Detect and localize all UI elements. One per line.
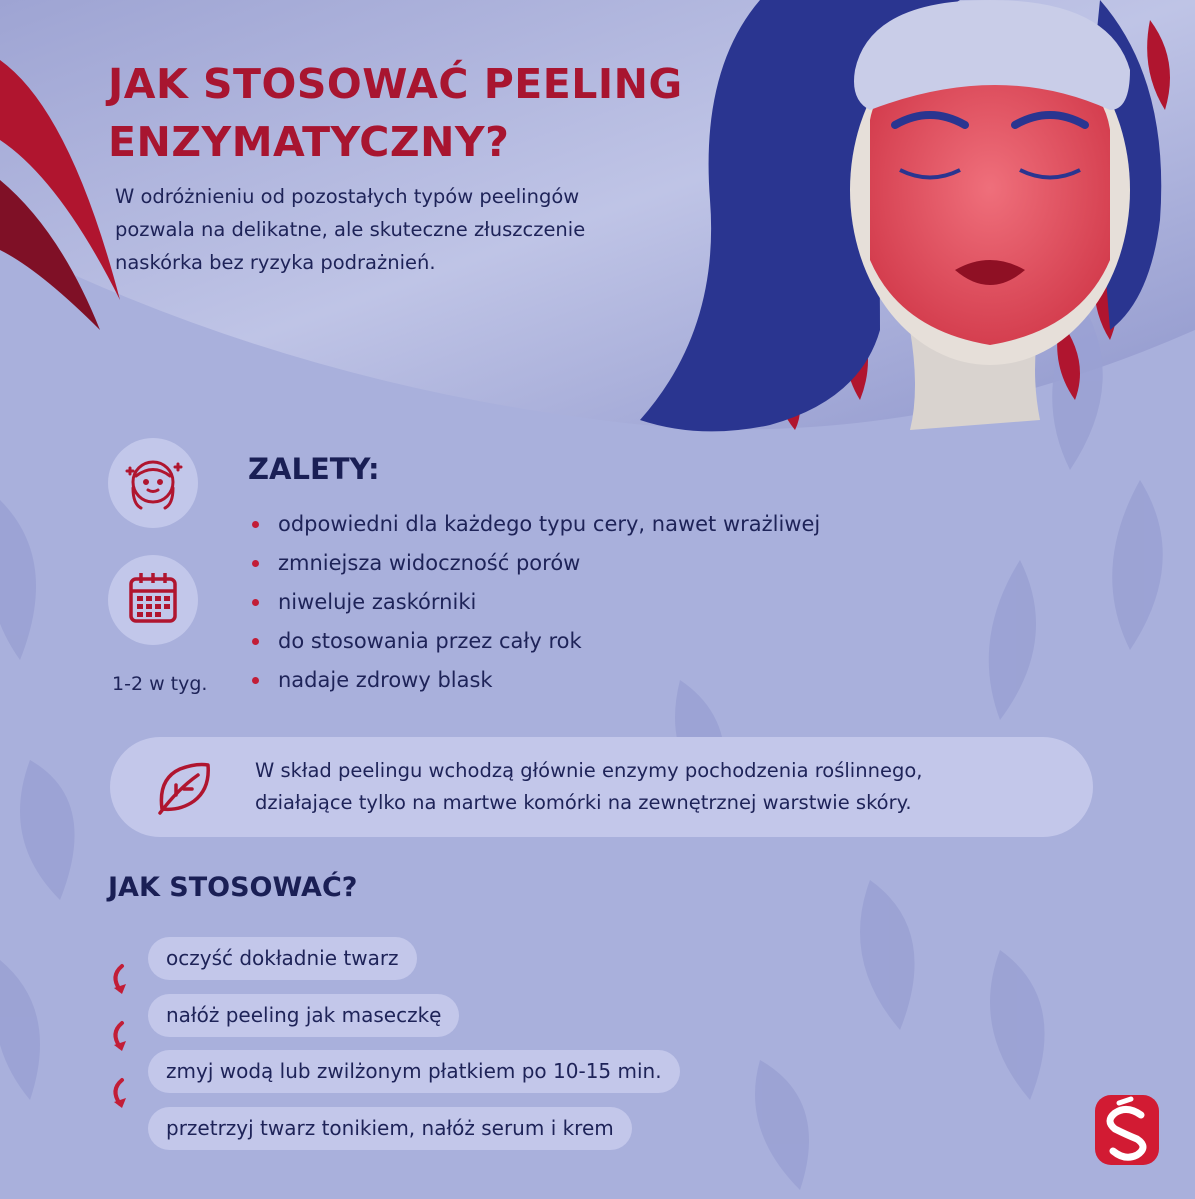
curved-arrow-icon [106, 962, 140, 1002]
calendar-icon [108, 555, 198, 645]
note-line: działające tylko na martwe komórki na zewnętrznej warstwie skóry. [255, 791, 912, 814]
intro-line: naskórka bez ryzyka podrażnień. [115, 251, 436, 274]
face-care-icon [108, 438, 198, 528]
benefits-list [250, 505, 820, 700]
benefit-text: do stosowania przez cały rok [278, 629, 582, 653]
list-item [250, 661, 820, 700]
frequency-label: 1-2 w tyg. [112, 673, 208, 695]
list-item [250, 583, 820, 622]
note-text [255, 755, 922, 819]
intro-text [115, 180, 715, 279]
list-item [250, 544, 820, 583]
bullet-icon [252, 638, 259, 645]
note-line: W skład peelingu wchodzą głównie enzymy pochodzenia roślinnego, [255, 759, 923, 782]
page-title [108, 55, 683, 171]
curved-arrow-icon [106, 1019, 140, 1059]
brand-logo-icon [1095, 1095, 1159, 1165]
list-item [250, 622, 820, 661]
page-title-line-2: ENZYMATYCZNY? [108, 118, 510, 166]
benefits-heading: ZALETY: [248, 452, 380, 486]
intro-line: pozwala na delikatne, ale skuteczne złuszczenie [115, 218, 586, 241]
step-1: oczyść dokładnie twarz [148, 937, 417, 980]
page-title-line-1: JAK STOSOWAĆ PEELING [108, 60, 683, 108]
benefit-text: niweluje zaskórniki [278, 590, 477, 614]
leaf-icon [154, 759, 214, 815]
bullet-icon [252, 599, 259, 606]
benefit-text: nadaje zdrowy blask [278, 668, 493, 692]
bullet-icon [252, 560, 259, 567]
curved-arrow-icon [106, 1076, 140, 1116]
step-3: zmyj wodą lub zwilżonym płatkiem po 10-15 min. [148, 1050, 680, 1093]
howto-heading: JAK STOSOWAĆ? [108, 872, 358, 903]
benefit-text: odpowiedni dla każdego typu cery, nawet wrażliwej [278, 512, 821, 536]
intro-line: W odróżnieniu od pozostałych typów peelingów [115, 185, 580, 208]
bullet-icon [252, 677, 259, 684]
ingredients-note [110, 737, 1093, 837]
step-2: nałóż peeling jak maseczkę [148, 994, 459, 1037]
benefit-text: zmniejsza widoczność porów [278, 551, 581, 575]
list-item [250, 505, 820, 544]
step-4: przetrzyj twarz tonikiem, nałóż serum i krem [148, 1107, 632, 1150]
bullet-icon [252, 521, 259, 528]
